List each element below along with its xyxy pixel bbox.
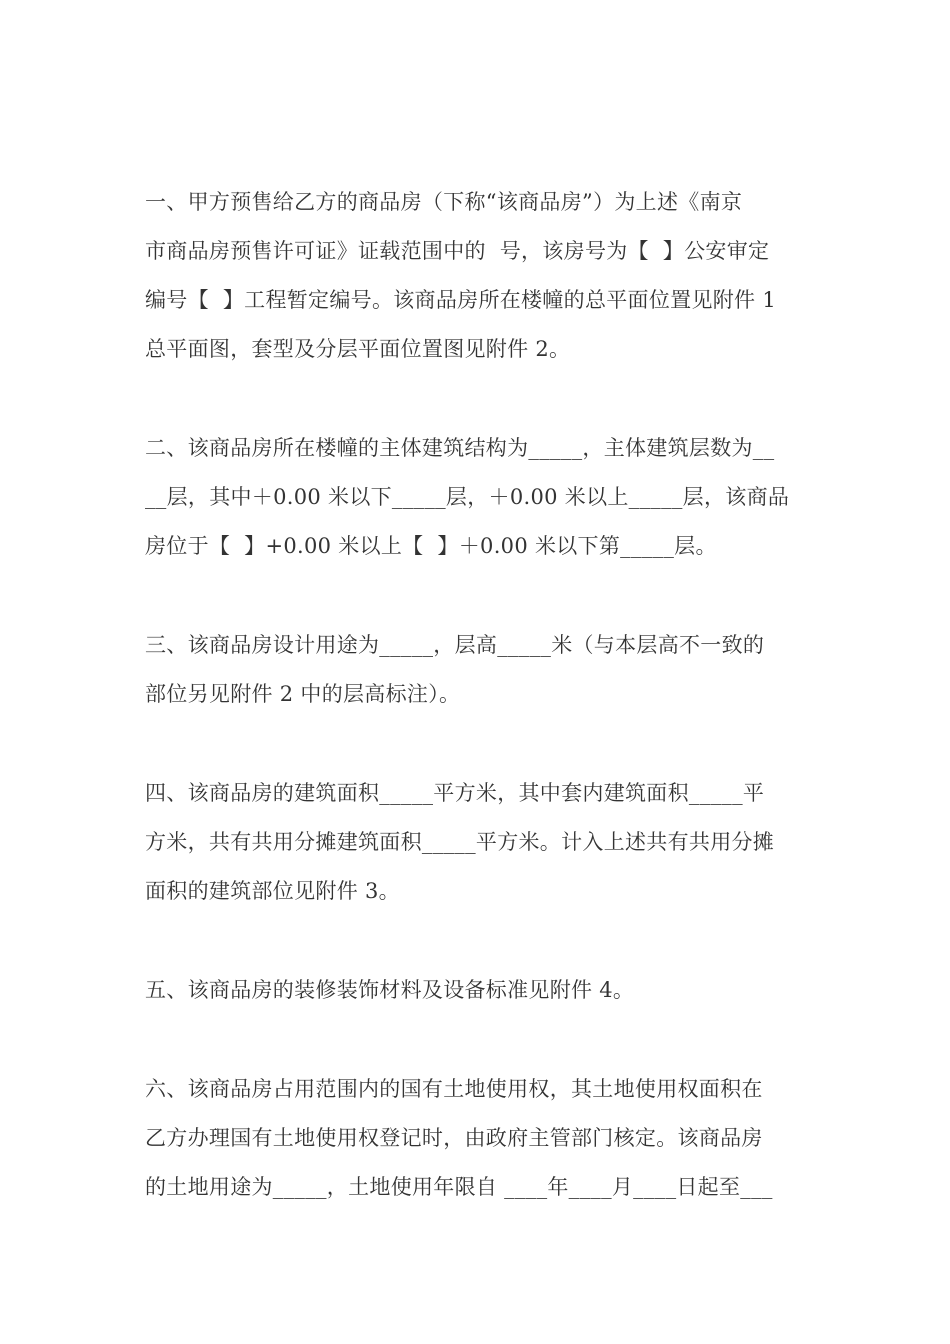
clause-3-line-1: 三、该商品房设计用途为_____，层高_____米（与本层高不一致的 xyxy=(145,633,765,657)
clause-4-line-2: 方米，共有共用分摊建筑面积_____平方米。计入上述共有共用分摊 xyxy=(145,830,775,854)
clause-6-line-3: 的土地用途为_____，土地使用年限自 ____年____月____日起至___ xyxy=(145,1175,773,1199)
clause-6-line-2: 乙方办理国有土地使用权登记时，由政府主管部门核定。该商品房 xyxy=(145,1126,763,1150)
clause-2-line-2: __层，其中＋0.00 米以下_____层，＋0.00 米以上_____层，该商品 xyxy=(145,485,790,509)
clause-1-line-1: 一、甲方预售给乙方的商品房（下称“该商品房”）为上述《南京 xyxy=(145,190,743,214)
clause-1-line-3: 编号【 】工程暂定编号。该商品房所在楼幢的总平面位置见附件 1 xyxy=(145,288,776,312)
clause-4 xyxy=(145,769,807,916)
document-body xyxy=(145,178,807,1212)
clause-4-line-3: 面积的建筑部位见附件 3。 xyxy=(145,879,400,903)
clause-2 xyxy=(145,424,807,571)
clause-2-line-1: 二、该商品房所在楼幢的主体建筑结构为_____，主体建筑层数为__ xyxy=(145,436,775,460)
clause-3 xyxy=(145,621,807,719)
clause-5 xyxy=(145,966,807,1015)
clause-1 xyxy=(145,178,807,374)
clause-1-line-2: 市商品房预售许可证》证载范围中的 号，该房号为【 】公安审定 xyxy=(145,239,770,263)
clause-3-line-2: 部位另见附件 2 中的层高标注）。 xyxy=(145,682,461,706)
clause-1-line-4: 总平面图，套型及分层平面位置图见附件 2。 xyxy=(145,337,571,361)
clause-2-line-3: 房位于【 】+0.00 米以上【 】＋0.00 米以下第_____层。 xyxy=(145,534,717,558)
clause-6-line-1: 六、该商品房占用范围内的国有土地使用权，其土地使用权面积在 xyxy=(145,1077,763,1101)
clause-4-line-1: 四、该商品房的建筑面积_____平方米，其中套内建筑面积_____平 xyxy=(145,781,765,805)
clause-6 xyxy=(145,1065,807,1212)
clause-5-line-1: 五、该商品房的装修装饰材料及设备标准见附件 4。 xyxy=(145,978,635,1002)
